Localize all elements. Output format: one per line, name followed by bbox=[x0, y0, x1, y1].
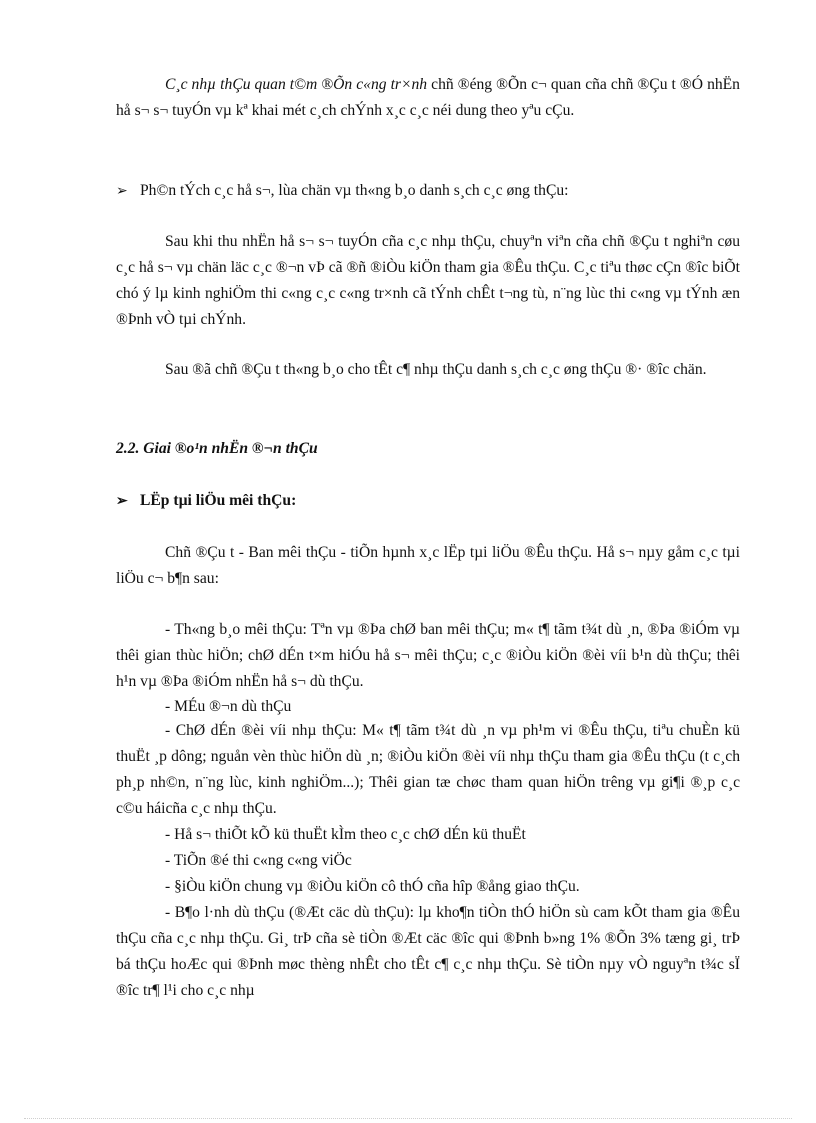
paragraph-owner: Chñ ®Çu t - Ban mêi thÇu - tiÕn hµnh x¸c lËp tµi liÖu ®Êu thÇu. Hå s¬ nµy gåm c¸c tµi liÖu c¬ b¶n sau: bbox=[116, 544, 740, 587]
paragraph-announce: Sau ®ã chñ ®Çu t th«ng b¸o cho tÊt c¶ nhµ thÇu danh s¸ch c¸c øng thÇu ®· ®îc chän. bbox=[165, 361, 707, 378]
paragraph-bid-form: - MÉu ®¬n dù thÇu bbox=[165, 698, 292, 715]
bullet-analysis-text: Ph©n tÝch c¸c hå s¬, lùa chän vµ th«ng b¸o danh s¸ch c¸c øng thÇu: bbox=[140, 182, 569, 199]
paragraph-guarantee: - B¶o l·nh dù thÇu (®Æt cäc dù thÇu): lµ kho¶n tiÒn thÓ hiÖn sù cam kÕt tham gia ®Êu thÇu cña c¸c nhµ thÇu. Gi¸ trÞ cña sè tiÒn ®Æt cäc ®îc qui ®Þnh b»ng 1% ®Õn 3% tæng gi¸ trÞ bá thÇu hoÆc qui ®Þnh møc thèng nhÊt cho tÊt c¶ c¸c nhµ thÇu. Sè tiÒn nµy vÒ nguyªn t¾c sÏ ®îc tr¶ l¹i cho c¸c nhµ bbox=[116, 904, 740, 999]
footer-divider bbox=[24, 1118, 792, 1119]
paragraph-design: - Hå s¬ thiÕt kÕ kü thuËt kÌm theo c¸c chØ dÉn kü thuËt bbox=[165, 826, 526, 843]
section-heading-2-2: 2.2. Giai ®o¹n nhËn ®¬n thÇu bbox=[116, 440, 318, 457]
paragraph-invitation: - Th«ng b¸o mêi thÇu: Tªn vµ ®Þa chØ ban mêi thÇu; m« t¶ tãm t¾t dù ¸n, ®Þa ®iÓm vµ thêi gian thùc hiÖn; chØ dÉn t×m hiÓu hå s¬ mêi thÇu; c¸c ®iÒu kiÖn ®èi víi b¹n dù thÇu; thêi h¹n vµ ®Þa ®iÓm nhËn hå s¬ dù thÇu. bbox=[116, 621, 740, 690]
bullet-documents bbox=[116, 488, 740, 515]
paragraph-schedule: - TiÕn ®é thi c«ng c«ng viÖc bbox=[165, 852, 352, 869]
paragraph-review: Sau khi thu nhËn hå s¬ s¬ tuyÓn cña c¸c nhµ thÇu, chuyªn viªn cña chñ ®Çu t nghiªn cøu c¸c hå s¬ vµ chän läc c¸c ®¬n vÞ cã ®ñ ®iÒu kiÖn tham gia ®Êu thÇu. C¸c tiªu thøc cÇn ®îc biÕt chó ý lµ kinh nghiÖm thi c«ng c¸c c«ng tr×nh cã tÝnh chÊt t¬ng tù, n¨ng lùc thi c«ng vµ tÝnh æn ®Þnh vÒ tµi chÝnh. bbox=[116, 233, 740, 328]
paragraph-instructions: - ChØ dÉn ®èi víi nhµ thÇu: M« t¶ tãm t¾t dù ¸n vµ ph¹m vi ®Êu thÇu, tiªu chuÈn kü thuËt ¸p dông; nguån vèn thùc hiÖn dù ¸n; ®iÒu kiÖn ®èi víi nhµ thÇu tham gia ®Êu thÇu (t c¸ch ph¸p nh©n, n¨ng lùc, kinh nghiÖm...); Thêi gian tæ chøc tham quan hiÖn trêng vµ gi¶i ®¸p c¸c c©u háicña c¸c nhµ thÇu. bbox=[116, 722, 740, 817]
paragraph-conditions: - §iÒu kiÖn chung vµ ®iÒu kiÖn cô thÓ cña hîp ®ång giao thÇu. bbox=[165, 878, 580, 895]
intro-text: chñ ®éng ®Õn c¬ quan cña chñ ®Çu t ®Ó nhËn hå s¬ s¬ tuyÓn vµ kª khai mét c¸ch chÝnh x¸c c¸c néi dung theo yªu cÇu. bbox=[116, 76, 740, 119]
intro-italic-text: C¸c nhµ thÇu quan t©m ®Õn c«ng tr×nh bbox=[165, 76, 428, 93]
paragraph-intro bbox=[116, 72, 740, 124]
bullet-analysis bbox=[116, 178, 740, 205]
bullet-documents-text: LËp tµi liÖu mêi thÇu: bbox=[140, 492, 297, 509]
arrow-bullet-icon: ➢ bbox=[116, 184, 128, 199]
arrow-bullet-icon: ➢ bbox=[116, 494, 128, 509]
